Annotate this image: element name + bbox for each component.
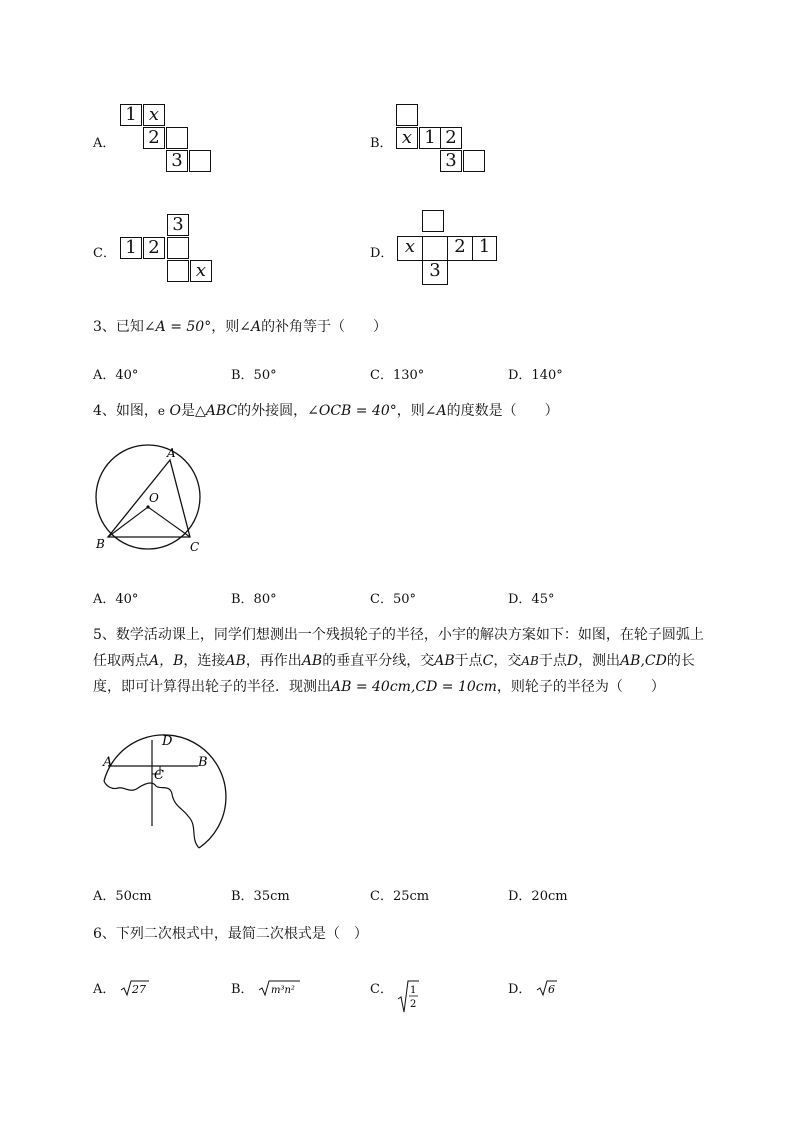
text-span: 于点 <box>538 653 567 669</box>
question-6: 6、下列二次根式中，最简二次根式是（ ） <box>93 926 368 942</box>
label-o: O <box>149 491 159 505</box>
net-cell: 2 <box>143 127 165 149</box>
q5-line-2 <box>93 648 783 674</box>
text-span: 度，即可计算得出轮子的半径．现测出 <box>93 679 331 695</box>
net-cell: 3 <box>166 150 188 172</box>
q3-suffix: 的补角等于（ ） <box>261 319 388 335</box>
net-cell: 3 <box>422 260 448 285</box>
q3-prefix: 3、已知 <box>93 319 144 335</box>
radicand: m³n² <box>270 985 295 996</box>
net-cell: 2 <box>143 237 165 259</box>
label-a: A <box>103 755 113 770</box>
q4-option-c: C．50° <box>370 592 416 607</box>
text-span: 的长 <box>666 653 695 669</box>
option-label: D． <box>370 246 394 261</box>
fraction-numerator: 1 <box>410 985 417 996</box>
net-cell: x <box>397 236 423 261</box>
q4-option-b: B．80° <box>231 592 277 607</box>
q5-option-b: B．35cm <box>231 889 290 904</box>
math-span: C <box>482 653 494 669</box>
net-cell: 1 <box>419 127 441 149</box>
net-cell: x <box>190 260 212 282</box>
q4-suffix: 的度数是（ ） <box>446 403 559 419</box>
math-span: AB = 40cm,CD = 10cm <box>331 679 497 695</box>
arc-ab-span: AB <box>521 654 539 668</box>
label-b: B <box>96 537 105 551</box>
text-span: ，则轮子的半径为（ ） <box>496 679 665 695</box>
radicand: 27 <box>131 983 146 996</box>
q5-line-1: 5、数学活动课上，同学们想测出一个残损轮子的半径，小宇的解决方案如下：如图，在轮子圆弧上 <box>93 627 704 643</box>
option-label: C． <box>93 246 116 261</box>
q3-option-c: C．130° <box>370 368 425 383</box>
net-cell <box>167 237 189 259</box>
radicand: 6 <box>547 983 555 996</box>
q4-mid: 的外接圆， <box>237 403 308 419</box>
net-cell: 1 <box>120 104 142 126</box>
q6-option-c <box>370 978 421 1013</box>
q4-angle: ∠A <box>424 403 447 419</box>
fraction-denominator: 2 <box>410 999 417 1010</box>
label-b: B <box>198 755 208 770</box>
option-label: B． <box>370 136 393 151</box>
option-label: D． <box>508 982 532 997</box>
sqrt-one-half <box>397 979 421 1013</box>
text-span: 的垂直平分线，交 <box>322 653 435 669</box>
label-c: C <box>154 768 164 783</box>
net-cell: 2 <box>440 127 462 149</box>
net-cell: 3 <box>440 150 462 172</box>
q3-option-a: A．40° <box>93 368 139 383</box>
net-cell: 3 <box>167 214 189 236</box>
math-span: A，B <box>149 653 184 669</box>
circle-symbol: e <box>157 404 166 418</box>
label-d: D <box>162 734 173 749</box>
q3-option-d: D．140° <box>508 368 563 383</box>
q4-prefix: 4、如图， <box>93 403 158 419</box>
net-cell <box>166 127 188 149</box>
question-4 <box>93 398 559 424</box>
q5-line-3 <box>93 674 783 700</box>
net-cell: 1 <box>120 237 142 259</box>
math-span: D <box>566 653 579 669</box>
math-span: AB <box>301 653 323 669</box>
math-span: AB <box>434 653 455 669</box>
net-cell: x <box>396 127 418 149</box>
option-label: B． <box>231 982 254 997</box>
q4-circle-figure <box>88 440 218 560</box>
q4-option-a: A．40° <box>93 592 139 607</box>
net-cell <box>463 150 485 172</box>
sqrt-m3n2 <box>258 979 302 997</box>
net-cell: 2 <box>447 236 473 261</box>
text-span: 于点 <box>454 653 483 669</box>
text-span: ，交 <box>493 653 522 669</box>
q5-wheel-figure <box>90 728 230 858</box>
text-span: ，再作出 <box>245 653 302 669</box>
q6-option-b <box>231 978 302 997</box>
text-span: ，连接 <box>183 653 226 669</box>
q4-triangle: △ABC <box>194 403 238 419</box>
net-cell <box>422 210 444 232</box>
option-label: C． <box>370 982 393 997</box>
q5-option-a: A．50cm <box>93 889 152 904</box>
q4-option-d: D．45° <box>508 592 555 607</box>
label-a: A <box>167 446 176 460</box>
net-cell <box>396 104 418 126</box>
question-5 <box>93 622 783 700</box>
net-cell <box>167 260 189 282</box>
option-label: A． <box>93 982 116 997</box>
wheel-arc <box>104 735 226 848</box>
q5-option-c: C．25cm <box>370 889 430 904</box>
q5-option-d: D．20cm <box>508 889 568 904</box>
label-c: C <box>190 540 200 554</box>
sqrt-27 <box>120 979 150 997</box>
option-label: A． <box>93 136 116 151</box>
net-cell <box>422 236 448 261</box>
q3-condition: ∠A = 50° <box>143 319 212 335</box>
math-span: AB <box>225 653 246 669</box>
math-span: AB,CD <box>620 653 667 669</box>
sqrt-6 <box>536 979 558 997</box>
q6-option-a <box>93 978 150 997</box>
text-span: 任取两点 <box>93 653 149 669</box>
center-point <box>146 505 149 508</box>
q4-is: 是 <box>180 403 195 419</box>
net-cell <box>189 150 211 172</box>
q4-o: O <box>169 403 181 419</box>
q6-option-d <box>508 978 558 997</box>
question-3 <box>93 314 387 340</box>
q3-mid: ，则 <box>211 319 240 335</box>
net-cell: x <box>143 104 165 126</box>
q3-option-b: B．50° <box>231 368 277 383</box>
net-cell: 1 <box>472 236 497 261</box>
q4-then: ，则 <box>396 403 425 419</box>
q4-condition: ∠OCB = 40° <box>307 403 397 419</box>
q3-angle: ∠A <box>239 319 262 335</box>
text-span: ，测出 <box>578 653 621 669</box>
